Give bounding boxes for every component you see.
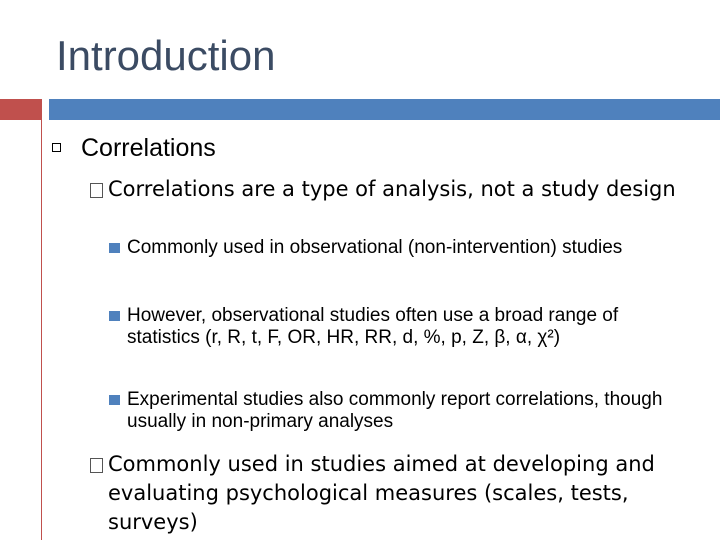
subpoint-1-text: Commonly used in observational (non-intervention) studies — [127, 237, 623, 258]
subpoint-2 — [109, 305, 669, 349]
point-1-text: Correlations are a type of analysis, not a study design — [108, 177, 676, 201]
subpoint-2-text: However, observational studies often use a broad range of statistics (r, R, t, F, OR, HR, RR, d, %, p, Z, β, α, χ²) — [127, 305, 619, 348]
checkbox-bullet-icon — [90, 183, 103, 198]
title-accent-bar-red — [0, 99, 42, 120]
slide-title: Introduction — [56, 32, 276, 79]
square-bullet-icon — [109, 311, 120, 321]
hollow-square-bullet-icon — [52, 143, 61, 152]
heading-text: Correlations — [81, 134, 216, 162]
square-bullet-icon — [109, 395, 120, 405]
subpoint-3-text: Experimental studies also commonly report correlations, though usually in non-primary analyses — [127, 389, 663, 432]
point-1 — [90, 175, 680, 204]
point-2 — [90, 450, 670, 537]
left-rule — [41, 120, 42, 540]
point-2-text: Commonly used in studies aimed at developing and evaluating psychological measures (scales, tests, surveys) — [108, 452, 655, 534]
title-accent-bar-blue — [49, 99, 720, 120]
checkbox-bullet-icon — [90, 458, 103, 473]
square-bullet-icon — [109, 243, 120, 253]
subpoint-1 — [109, 237, 669, 259]
subpoint-3 — [109, 389, 669, 433]
